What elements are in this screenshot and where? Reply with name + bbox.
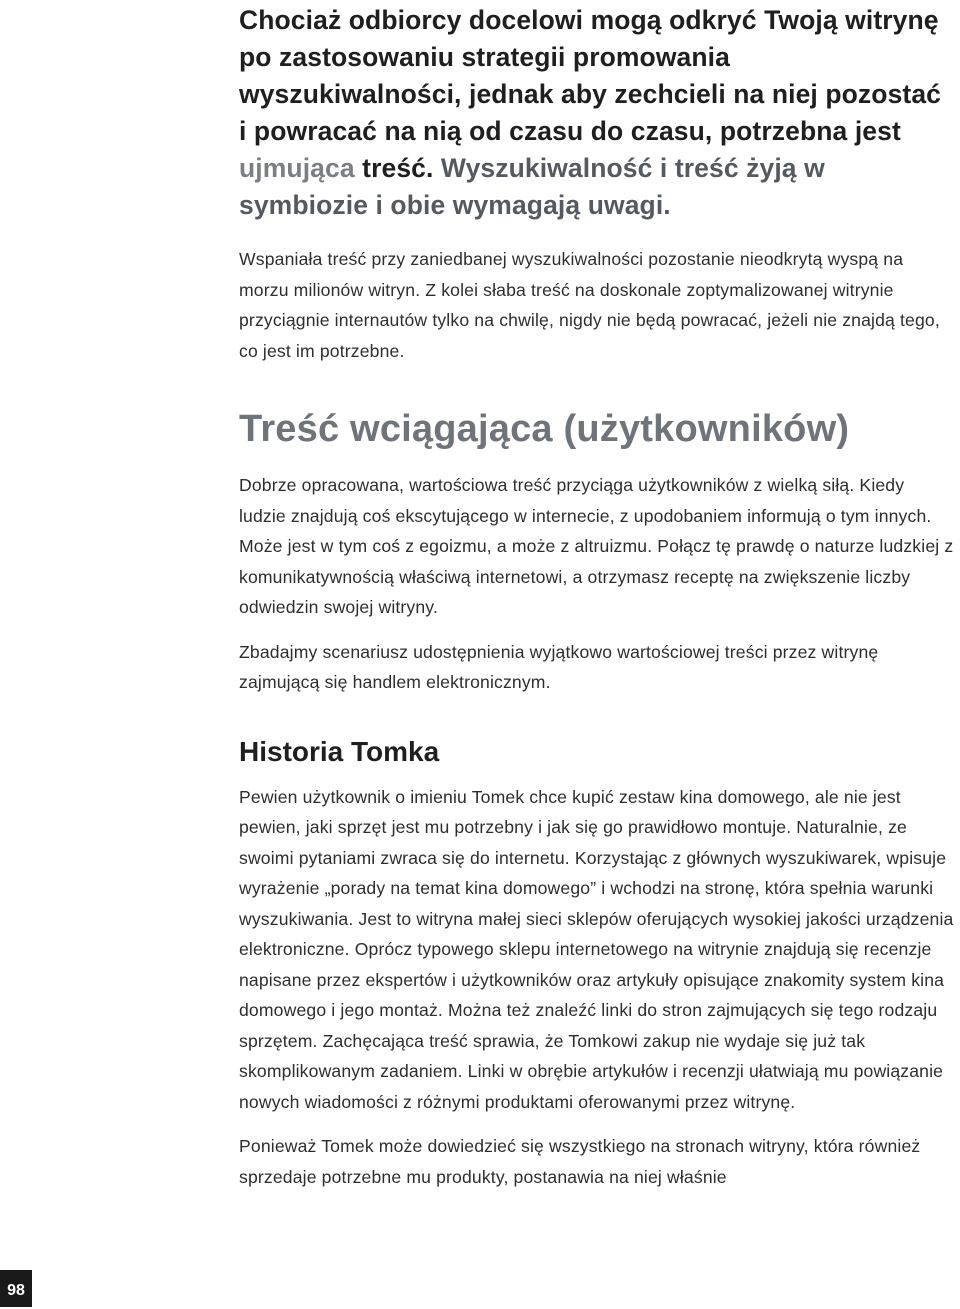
page-content	[239, 0, 955, 1192]
section1-paragraph-2: Zbadajmy scenariusz udostępnienia wyjątkowo wartościowej treści przez witrynę zajmującą się handlem elektronicznym.	[239, 641, 879, 692]
lead-accent-word: ujmująca	[239, 153, 355, 183]
lead-text-part3: Wyszukiwalność i treść żyją w symbiozie i obie wymagają uwagi.	[239, 153, 825, 220]
section1-paragraph-1: Dobrze opracowana, wartościowa treść przyciąga użytkowników z wielką siłą. Kiedy ludzie znajdują coś ekscytującego w internecie, z upodobaniem informują o tym innych. Może jest w tym coś z egoizmu, a może z altruizmu. Połącz tę prawdę o naturze ludzkiej z komunikatywnością właściwą internetowi, a otrzymasz receptę na zwiększenie liczby odwiedzin swojej witryny.	[239, 475, 954, 617]
section2-paragraph-1: Pewien użytkownik o imieniu Tomek chce kupić zestaw kina domowego, ale nie jest pewien, jaki sprzęt jest mu potrzebny i jak się go prawidłowo montuje. Naturalnie, ze swoimi pytaniami zwraca się do internetu. Korzystając z głównych wyszukiwarek, wpisuje wyrażenie „porady na temat kina domowego” i wchodzi na stronę, która spełnia warunki wyszukiwania. Jest to witryna małej sieci sklepów oferujących wysokiej jakości urządzenia elektroniczne. Oprócz typowego sklepu internetowego na witrynie znajdują się recenzje napisane przez ekspertów i użytkowników oraz artykuły opisujące znakomity system kina domowego i jego montaż. Można też znaleźć linki do stron zajmujących się tego rodzaju sprzętem. Zachęcająca treść sprawia, że Tomkowi zakup nie wydaje się już tak skomplikowanym zadaniem. Linki w obrębie artykułów i recenzji ułatwiają mu powiązanie nowych wiadomości z różnymi produktami oferowanymi przez witrynę.	[239, 786, 954, 1112]
section-heading-engaging-content: Treść wciągająca (użytkowników)	[239, 408, 850, 450]
page-number: 98	[0, 1270, 32, 1307]
lead-text-part2: treść.	[354, 153, 434, 183]
section-heading-tomek-story: Historia Tomka	[239, 735, 440, 767]
lead-text-part1: Chociaż odbiorcy docelowi mogą odkryć Twoją witrynę po zastosowaniu strategii promowania wyszukiwalności, jednak aby zechcieli na niej pozostać i powracać na nią od czasu do czasu, potrzebna jest	[239, 5, 942, 146]
intro-paragraph: Wspaniała treść przy zaniedbanej wyszukiwalności pozostanie nieodkrytą wyspą na morzu milionów witryn. Z kolei słaba treść na doskonale zoptymalizowanej witrynie przyciągnie internautów tylko na chwilę, nigdy nie będą powracać, jeżeli nie znajdą tego, co jest im potrzebne.	[239, 249, 940, 361]
section2-paragraph-2: Ponieważ Tomek może dowiedzieć się wszystkiego na stronach witryny, która również sprzedaje potrzebne mu produkty, postanawia na niej właśnie	[239, 1136, 921, 1187]
lead-paragraph	[239, 0, 955, 224]
